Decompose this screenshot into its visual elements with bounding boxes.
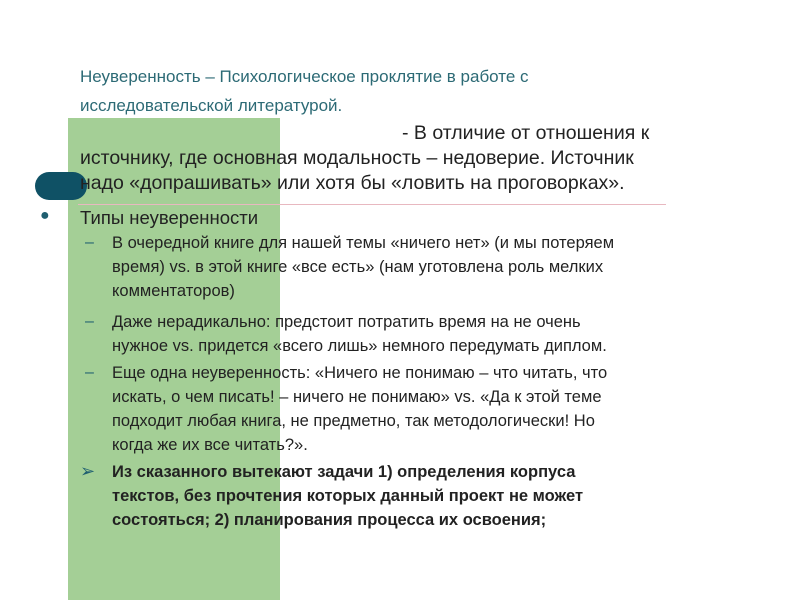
intro-line: надо «допрашивать» или хотя бы «ловить на проговорках». xyxy=(80,172,625,194)
conclusion-line: состояться; 2) планирования процесса их освоения; xyxy=(112,511,547,529)
slide-title-line-2: исследовательской литературой. xyxy=(80,96,343,115)
bullet-label: Типы неуверенности xyxy=(80,207,259,228)
intro-line: - В отличие от отношения к xyxy=(402,122,650,144)
sub-item-line: когда же их все читать?». xyxy=(112,436,308,454)
sub-item-line: Даже нерадикально: предстоит потратить время на не очень xyxy=(112,313,581,331)
conclusion-line: Из сказанного вытекают задачи 1) определения корпуса xyxy=(112,463,576,481)
arrowhead-icon: ➢ xyxy=(80,461,96,481)
intro-paragraph xyxy=(80,121,700,196)
en-dash-icon: – xyxy=(85,364,94,381)
sub-item-2 xyxy=(112,310,732,358)
round-bullet-icon: ● xyxy=(40,207,50,224)
sub-item-line: время) vs. в этой книге «все есть» (нам уготовлена роль мелких xyxy=(112,258,604,276)
conclusion-paragraph xyxy=(112,460,732,532)
sub-item-line: Еще одна неуверенность: «Ничего не понимаю – что читать, что xyxy=(112,364,608,382)
sub-item-line: комментаторов) xyxy=(112,282,235,300)
sub-item-1 xyxy=(112,231,732,303)
en-dash-icon: – xyxy=(85,313,94,330)
divider-line xyxy=(78,204,666,205)
intro-line: источнику, где основная модальность – недоверие. Источник xyxy=(80,147,634,169)
sub-item-line: искать, о чем писать! – ничего не понимаю» vs. «Да к этой теме xyxy=(112,388,602,406)
sub-item-line: подходит любая книга, не предметно, так методологически! Но xyxy=(112,412,595,430)
sub-item-3 xyxy=(112,361,732,457)
en-dash-icon: – xyxy=(85,234,94,251)
sub-item-line: нужное vs. придется «всего лишь» немного передумать диплом. xyxy=(112,337,607,355)
left-margin xyxy=(0,0,68,600)
slide-title-line-1: Неуверенность – Психологическое проклятие в работе с xyxy=(80,67,529,86)
conclusion-line: текстов, без прочтения которых данный проект не может xyxy=(112,487,584,505)
sub-item-line: В очередной книге для нашей темы «ничего нет» (и мы потеряем xyxy=(112,234,615,252)
